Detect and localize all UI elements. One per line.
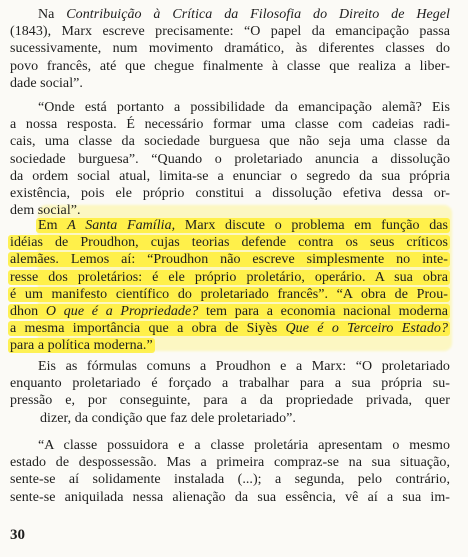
highlighted-text: alemães. Lemos aí: “Proudhon não escreve simplesmente no inte- — [10, 252, 448, 268]
text-line: dade social”. — [10, 75, 83, 91]
text-line: a nossa resposta. É necessário formar uma classe com cadeias radi- — [10, 117, 450, 133]
text-line — [10, 337, 450, 354]
text-line — [10, 251, 450, 268]
book-title: Que é o Terceiro Estado? — [285, 321, 448, 337]
paragraph-1 — [10, 6, 450, 92]
highlighted-text: idéias de Proudhon, cujas teorias defende contra os seus críticos — [10, 235, 448, 251]
paragraph-3-highlighted — [10, 217, 450, 355]
highlighted-text: resse dos proletários: é ele próprio proletário, operário. A sua obra — [10, 269, 448, 285]
text-line: estado de despossessão. Mas a primeira compraz-se na sua situação, — [10, 455, 450, 471]
text-line: sente-se aí solidamente instalada (...); a segunda, pelo contrário, — [10, 472, 450, 488]
text-line: enquanto proletariado é forçado a trabalhar para a sua própria su- — [10, 376, 450, 392]
highlighted-text: Em A Santa Família, Marx discute o problema em função das — [38, 218, 449, 233]
text-line: dem social”. — [10, 203, 81, 219]
text-line: “Onde está portanto a possibilidade da emancipação alemã? Eis — [38, 100, 450, 115]
text-line: sente-se aniquilada nessa alienação da sua essência, vê aí a sua im- — [10, 489, 450, 505]
text-line: (1843), Marx escreve precisamente: “O papel da emancipação passa — [10, 24, 450, 40]
text-line — [10, 286, 450, 303]
text-line: povo francês, até que chegue finalmente à classe que realiza a liber- — [10, 58, 450, 74]
text-line — [10, 269, 450, 286]
text-line: dizer, da condição que faz dele proletariado”. — [40, 410, 296, 426]
book-title: A Santa Família, — [67, 218, 176, 233]
paragraph-2 — [10, 99, 450, 219]
text-line — [10, 320, 450, 337]
line-part: Na — [38, 7, 67, 22]
text-line: Eis as fórmulas comuns a Proudhon e a Marx: “O proletariado — [38, 359, 450, 374]
text-line: sucessivamente, num movimento dramático, às diferentes classes do — [10, 41, 450, 57]
text-line: “A classe possuidora e a classe proletária apresentam o mesmo — [38, 438, 450, 453]
text-line: cais, uma classe da sociedade burguesa que não seja uma classe da — [10, 134, 450, 150]
text-line: existência, pois ele próprio constitui a dissolução efetiva dessa or- — [10, 186, 450, 202]
page-number: 30 — [10, 527, 25, 543]
text-line: pressão e, por conseguinte, para a da propriedade privada, quer — [10, 393, 450, 409]
highlighted-text: dhon O que é a Propriedade? tem para a economia nacional moderna — [10, 304, 449, 320]
paragraph-4 — [10, 358, 450, 427]
text-line: sociedade burguesa”. “Quando o proletariado anuncia a dissolução — [10, 151, 450, 167]
text-line — [10, 303, 450, 320]
book-title: O que é a Propriedade? — [45, 304, 199, 320]
text-line — [10, 217, 450, 234]
text-line: da ordem social atual, limita-se a enunciar o segredo da sua própria — [10, 168, 450, 184]
text-line — [10, 234, 450, 251]
paragraph-5 — [10, 437, 450, 506]
book-title: Contribuição à Crítica da Filosofia do Direito de Hegel — [66, 7, 450, 22]
highlighted-text: para a política moderna.” — [10, 338, 153, 354]
highlighted-text: é um manifesto científico do proletariado francês”. “A obra de Prou- — [10, 286, 448, 302]
highlighted-text: a mesma importância que a obra de Siyès Que é o Terceiro Estado? — [10, 321, 448, 337]
text-line — [10, 6, 450, 23]
